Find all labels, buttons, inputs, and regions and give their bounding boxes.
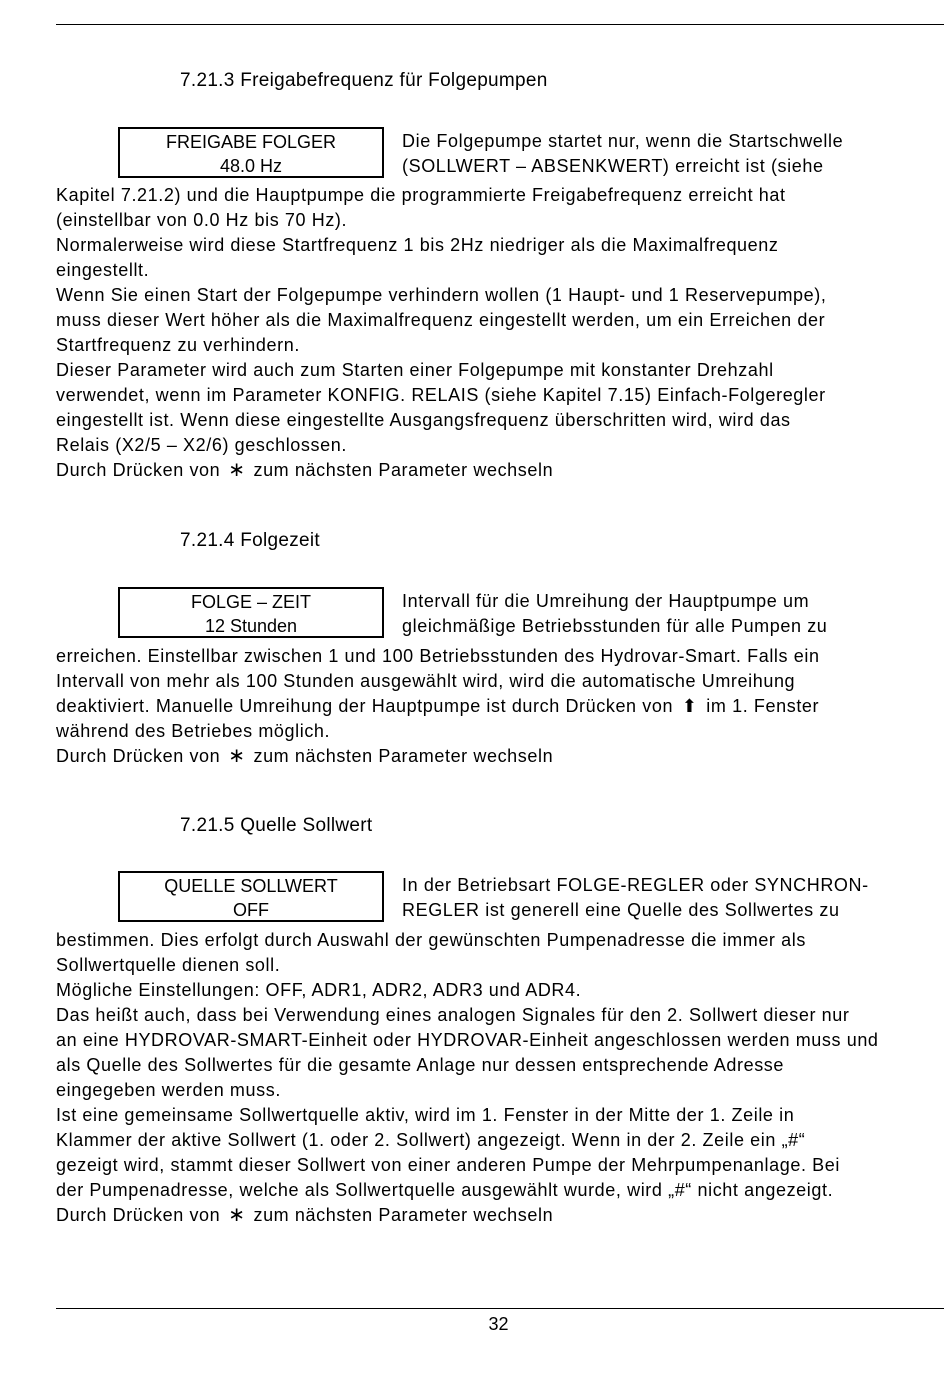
nav-hint bbox=[56, 1203, 940, 1228]
side-line: (SOLLWERT – ABSENKWERT) erreicht ist (siehe bbox=[402, 156, 824, 176]
display-box bbox=[118, 127, 384, 178]
body-line: Intervall von mehr als 100 Stunden ausgewählt wird, wird die automatische Umreihung bbox=[56, 671, 796, 691]
body-line: bestimmen. Dies erfolgt durch Auswahl der gewünschten Pumpenadresse die immer als bbox=[56, 930, 806, 950]
header-rule bbox=[56, 24, 944, 25]
body-line: der Pumpenadresse, welche als Sollwertquelle ausgewählt wurde, wird „#“ nicht angezeigt. bbox=[56, 1180, 834, 1200]
body-line: (einstellbar von 0.0 Hz bis 70 Hz). bbox=[56, 210, 348, 230]
body-line: eingestellt. bbox=[56, 260, 150, 280]
side-text bbox=[402, 129, 942, 179]
body-line-pre: deaktiviert. Manuelle Umreihung der Hauptpumpe ist durch Drücken von bbox=[56, 696, 679, 716]
body-line: Relais (X2/5 – X2/6) geschlossen. bbox=[56, 435, 347, 455]
side-line: In der Betriebsart FOLGE-REGLER oder SYNCHRON- bbox=[402, 875, 869, 895]
body-line: als Quelle des Sollwertes für die gesamte Anlage nur dessen entsprechende Adresse bbox=[56, 1055, 785, 1075]
side-line: REGLER ist generell eine Quelle des Sollwertes zu bbox=[402, 900, 840, 920]
display-box bbox=[118, 871, 384, 922]
body-line: Ist eine gemeinsame Sollwertquelle aktiv, wird im 1. Fenster in der Mitte der 1. Zeile in bbox=[56, 1105, 795, 1125]
section-heading: 7.21.3 Freigabefrequenz für Folgepumpen bbox=[180, 70, 548, 91]
body-line: muss dieser Wert höher als die Maximalfrequenz eingestellt werden, um ein Erreichen der bbox=[56, 310, 826, 330]
body-text bbox=[56, 644, 940, 769]
side-text bbox=[402, 589, 942, 639]
display-line-1: QUELLE SOLLWERT bbox=[164, 876, 338, 896]
body-text bbox=[56, 183, 940, 483]
nav-hint-pre: Durch Drücken von bbox=[56, 1205, 226, 1225]
footer-rule bbox=[56, 1308, 944, 1309]
body-line: Das heißt auch, dass bei Verwendung eines analogen Signales für den 2. Sollwert dieser nur bbox=[56, 1005, 850, 1025]
body-line: Dieser Parameter wird auch zum Starten einer Folgepumpe mit konstanter Drehzahl bbox=[56, 360, 774, 380]
body-line: während des Betriebes möglich. bbox=[56, 721, 331, 741]
display-line-2: 12 Stunden bbox=[204, 616, 298, 636]
body-line: erreichen. Einstellbar zwischen 1 und 100 Betriebsstunden des Hydrovar-Smart. Falls ein bbox=[56, 646, 820, 666]
display-line-2: 48.0 Hz bbox=[219, 156, 283, 176]
body-line: eingestellt ist. Wenn diese eingestellte Ausgangsfrequenz überschritten wird, wird das bbox=[56, 410, 791, 430]
side-line: Intervall für die Umreihung der Hauptpumpe um bbox=[402, 591, 810, 611]
section-heading: 7.21.4 Folgezeit bbox=[180, 530, 320, 551]
asterisk-icon: ∗ bbox=[228, 459, 246, 481]
body-line: an eine HYDROVAR-SMART-Einheit oder HYDROVAR-Einheit angeschlossen werden muss und bbox=[56, 1030, 879, 1050]
body-line: Normalerweise wird diese Startfrequenz 1 bis 2Hz niedriger als die Maximalfrequenz bbox=[56, 235, 779, 255]
section-heading: 7.21.5 Quelle Sollwert bbox=[180, 815, 373, 836]
nav-hint-post: zum nächsten Parameter wechseln bbox=[247, 1205, 554, 1225]
body-line-post: im 1. Fenster bbox=[700, 696, 820, 716]
body-line: gezeigt wird, stammt dieser Sollwert von einer anderen Pumpe der Mehrpumpenanlage. Bei bbox=[56, 1155, 840, 1175]
body-line: Wenn Sie einen Start der Folgepumpe verhindern wollen (1 Haupt- und 1 Reservepumpe), bbox=[56, 285, 827, 305]
body-line: Sollwertquelle dienen soll. bbox=[56, 955, 281, 975]
display-box bbox=[118, 587, 384, 638]
nav-hint bbox=[56, 458, 940, 483]
body-line: Kapitel 7.21.2) und die Hauptpumpe die programmierte Freigabefrequenz erreicht hat bbox=[56, 185, 786, 205]
display-line-1: FOLGE – ZEIT bbox=[190, 592, 312, 612]
nav-hint bbox=[56, 744, 940, 769]
page-number: 32 bbox=[488, 1314, 509, 1334]
nav-hint-pre: Durch Drücken von bbox=[56, 460, 226, 480]
arrow-up-icon: ⬆ bbox=[681, 696, 698, 716]
side-line: Die Folgepumpe startet nur, wenn die Startschwelle bbox=[402, 131, 844, 151]
body-line: eingegeben werden muss. bbox=[56, 1080, 281, 1100]
body-text bbox=[56, 928, 940, 1228]
display-line-1: FREIGABE FOLGER bbox=[165, 132, 337, 152]
asterisk-icon: ∗ bbox=[228, 1204, 246, 1226]
body-line: Klammer der aktive Sollwert (1. oder 2. Sollwert) angezeigt. Wenn in der 2. Zeile ein „#“ bbox=[56, 1130, 806, 1150]
nav-hint-post: zum nächsten Parameter wechseln bbox=[247, 460, 554, 480]
nav-hint-post: zum nächsten Parameter wechseln bbox=[247, 746, 554, 766]
body-line bbox=[56, 694, 940, 719]
body-line: verwendet, wenn im Parameter KONFIG. RELAIS (siehe Kapitel 7.15) Einfach-Folgeregler bbox=[56, 385, 826, 405]
body-line: Startfrequenz zu verhindern. bbox=[56, 335, 300, 355]
side-text bbox=[402, 873, 942, 923]
asterisk-icon: ∗ bbox=[228, 745, 246, 767]
body-line: Mögliche Einstellungen: OFF, ADR1, ADR2, ADR3 und ADR4. bbox=[56, 980, 582, 1000]
side-line: gleichmäßige Betriebsstunden für alle Pumpen zu bbox=[402, 616, 828, 636]
nav-hint-pre: Durch Drücken von bbox=[56, 746, 226, 766]
display-line-2: OFF bbox=[233, 900, 269, 920]
